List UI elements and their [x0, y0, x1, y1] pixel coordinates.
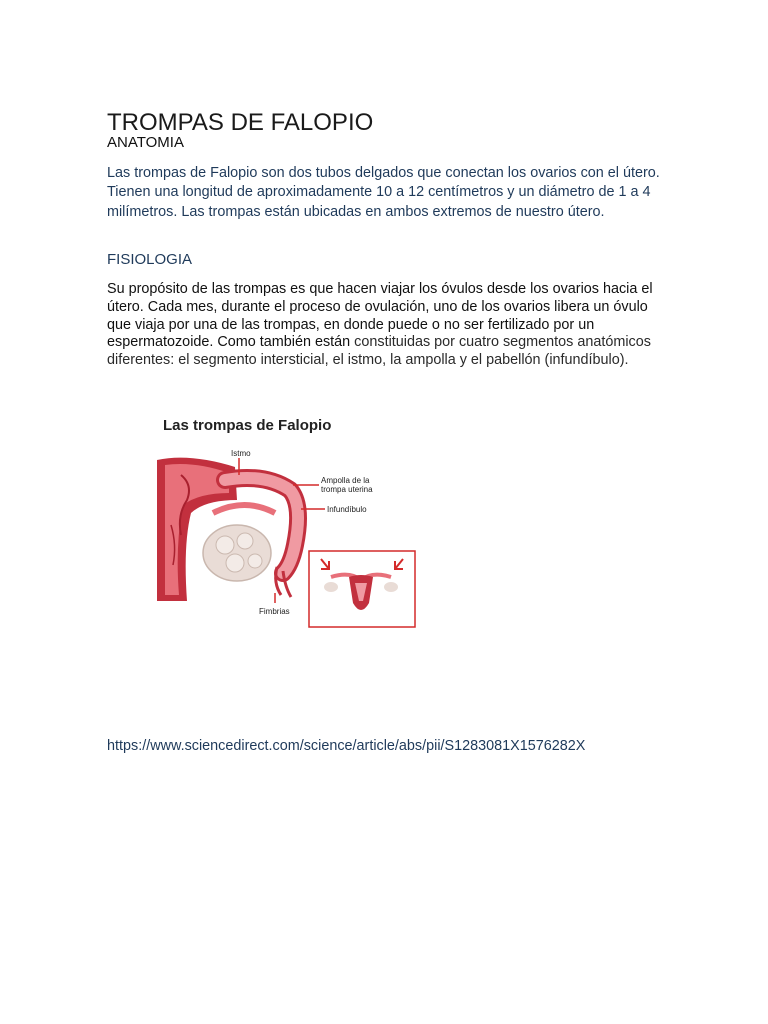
section-heading-fisiologia: FISIOLOGIA	[107, 251, 193, 268]
page-title: TROMPAS DE FALOPIO	[107, 109, 374, 137]
section-heading-anatomia: ANATOMIA	[107, 134, 184, 151]
fisiologia-paragraph-part2: constituidas por cuatro segmentos anatómicos diferentes: el segmento intersticial, el istmo, la ampolla y el pabellón (infundíbulo).	[107, 334, 651, 369]
fisiologia-paragraph-part1: Su propósito de las trompas es que hacen viajar los óvulos desde los ovarios hacia el útero. Cada mes, durante el proceso de ovulación, uno de los ovarios libera un óvulo que viaja por una de las trompas, en donde puede o no ser fertilizado por un espermatozoide. Como también están	[107, 281, 653, 351]
uterus-inset	[309, 551, 415, 627]
ovary-shape	[203, 525, 271, 581]
label-ampolla-line1: Ampolla de la	[321, 476, 370, 485]
fisiologia-paragraph	[107, 281, 667, 370]
label-ampolla-line2: trompa uterina	[321, 485, 373, 494]
anatomia-paragraph: Las trompas de Falopio son dos tubos delgados que conectan los ovarios con el útero. Tienen una longitud de aproximadamente 10 a 12 centímetros y un diámetro de 1 a 4 milímetros. Las trompas están ubicadas en ambos extremos de nuestro útero.	[107, 165, 660, 220]
fallopian-tube-figure	[125, 405, 425, 630]
label-infundibulo: Infundíbulo	[327, 505, 367, 514]
label-fimbrias: Fimbrias	[259, 607, 290, 616]
figure-title: Las trompas de Falopio	[163, 417, 332, 434]
label-istmo: Istmo	[231, 449, 251, 458]
source-link[interactable]: https://www.sciencedirect.com/science/article/abs/pii/S1283081X1576282X	[107, 738, 586, 754]
fallopian-tube-illustration	[125, 405, 425, 630]
